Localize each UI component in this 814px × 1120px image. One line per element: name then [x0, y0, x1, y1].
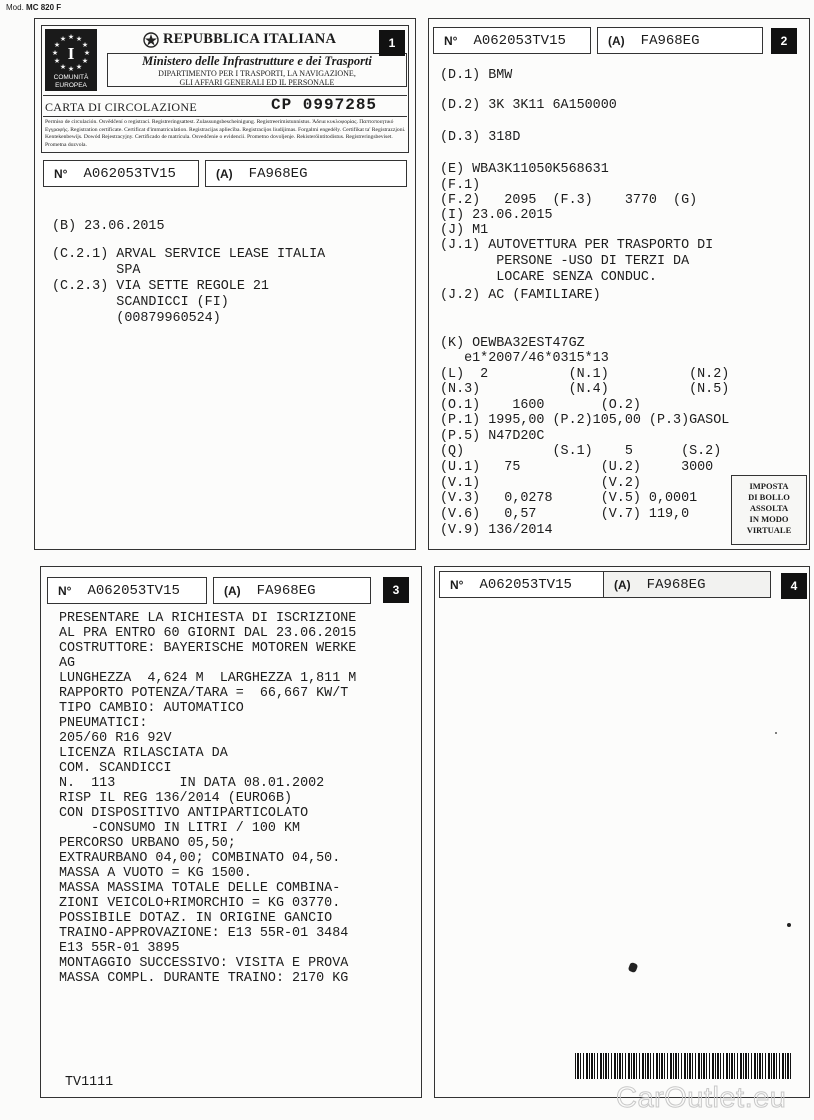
field-line: (P.1) 1995,00 (P.2)105,00 (P.3)GASOL: [440, 413, 730, 428]
note-line: TIPO CAMBIO: AUTOMATICO: [59, 701, 244, 716]
note-line: AG: [59, 656, 76, 671]
panel-1: [34, 18, 416, 550]
republic-title: REPUBBLICA ITALIANA: [163, 31, 337, 47]
plate-value: FA968EG: [248, 165, 308, 182]
ministry-name: Ministero delle Infrastrutture e dei Trasporti: [142, 54, 372, 68]
svg-text:★: ★: [67, 65, 75, 73]
field-line: (D.1) BMW: [440, 68, 513, 83]
watermark: CarOutlet.eu: [616, 1082, 787, 1114]
tax-stamp-line: DI BOLLO: [748, 492, 790, 502]
note-line: -CONSUMO IN LITRI / 100 KM: [59, 821, 301, 836]
field-line: (B) 23.06.2015: [52, 219, 165, 234]
field-line: (J) M1: [440, 223, 489, 238]
eu-label-2: EUROPEA: [55, 82, 87, 89]
plate-box: [603, 571, 771, 598]
field-line: e1*2007/46*0315*13: [440, 351, 609, 366]
ink-speck: [787, 923, 791, 927]
field-line: (V.6) 0,57 (V.7) 119,0: [440, 507, 690, 522]
field-line: (00879960524): [52, 311, 221, 326]
card-number: CP 0997285: [271, 96, 378, 114]
note-line: E13 55R-01 3895: [59, 941, 180, 956]
field-line: (V.3) 0,0278 (V.5) 0,0001: [440, 491, 698, 506]
note-line: N. 113 IN DATA 08.01.2002: [59, 776, 325, 791]
note-line: RISP IL REG 136/2014 (EURO6B): [59, 791, 293, 806]
note-line: POSSIBILE DOTAZ. IN ORIGINE GANCIO: [59, 911, 333, 926]
note-line: AL PRA ENTRO 60 GIORNI DAL 23.06.2015: [59, 626, 357, 641]
registration-number-value: A062053TV15: [479, 576, 572, 593]
field-line: LOCARE SENZA CONDUC.: [440, 270, 657, 285]
card-title: CARTA DI CIRCOLAZIONE: [45, 100, 197, 114]
field-line: (V.1) (V.2): [440, 476, 641, 491]
form-code-prefix: Mod.: [6, 3, 24, 12]
panel-3: [40, 566, 422, 1098]
plate-box: [597, 27, 763, 54]
field-line: (D.3) 318D: [440, 130, 521, 145]
registration-number-box: [47, 577, 207, 604]
field-line: (O.1) 1600 (O.2): [440, 398, 641, 413]
note-line: PRESENTARE LA RICHIESTA DI ISCRIZIONE: [59, 611, 357, 626]
registration-number-label: N°: [54, 166, 68, 181]
field-line: (L) 2 (N.1) (N.2): [440, 367, 730, 382]
eu-label-1: COMUNITÀ: [53, 74, 89, 81]
field-line: (Q) (S.1) 5 (S.2): [440, 444, 722, 459]
field-line: (E) WBA3K11050K568631: [440, 162, 609, 177]
field-line: (I) 23.06.2015: [440, 208, 553, 223]
ink-speck: [775, 732, 777, 734]
note-line: RAPPORTO POTENZA/TARA = 66,667 KW/T: [59, 686, 349, 701]
tax-stamp-line: IN MODO: [749, 514, 789, 524]
svg-text:★: ★: [53, 41, 61, 49]
eu-letter: I: [67, 44, 75, 63]
registration-number-label: N°: [444, 33, 458, 48]
note-line: MASSA COMPL. DURANTE TRAINO: 2170 KG: [59, 971, 349, 986]
tax-stamp-line: VIRTUALE: [746, 525, 792, 535]
form-code-value: MC 820 F: [26, 3, 62, 12]
panel-number-3: 3: [383, 577, 409, 603]
ministry-box: [107, 53, 407, 87]
note-line: CON DISPOSITIVO ANTIPARTICOLATO: [59, 806, 309, 821]
tax-stamp-box: [731, 475, 807, 545]
svg-text:★: ★: [51, 49, 59, 57]
field-line: (D.2) 3K 3K11 6A150000: [440, 98, 617, 113]
ink-speck: [628, 962, 639, 973]
panel-2: [428, 18, 810, 550]
note-line: PERCORSO URBANO 05,50;: [59, 836, 236, 851]
plate-label: (A): [224, 583, 241, 598]
field-line: (V.9) 136/2014: [440, 523, 553, 538]
registration-number-label: N°: [450, 577, 464, 592]
note-line: 205/60 R16 92V: [59, 731, 172, 746]
plate-value: FA968EG: [256, 582, 316, 599]
plate-value: FA968EG: [646, 576, 706, 593]
form-code: [6, 3, 61, 12]
note-line: ZIONI VEICOLO+RIMORCHIO = KG 03770.: [59, 896, 341, 911]
panel-number-2: 2: [771, 28, 797, 54]
plate-label: (A): [614, 577, 631, 592]
svg-text:★: ★: [83, 49, 91, 57]
registration-number-value: A062053TV15: [87, 582, 180, 599]
svg-text:★: ★: [75, 35, 83, 43]
field-line: PERSONE -USO DI TERZI DA: [440, 254, 690, 269]
department-line-1: DIPARTIMENTO PER I TRASPORTI, LA NAVIGAZIONE,: [158, 69, 356, 78]
registration-number-box: [439, 571, 605, 598]
svg-text:★: ★: [53, 57, 61, 65]
field-line: (J.2) AC (FAMILIARE): [440, 288, 601, 303]
note-line: TRAINO-APPROVAZIONE: E13 55R-01 3484: [59, 926, 349, 941]
note-line: MASSA MASSIMA TOTALE DELLE COMBINA-: [59, 881, 341, 896]
plate-label: (A): [216, 166, 233, 181]
registration-number-value: A062053TV15: [83, 165, 176, 182]
field-line: (K) OEWBA32EST47GZ: [440, 336, 585, 351]
svg-text:★: ★: [81, 41, 89, 49]
note-line: PNEUMATICI:: [59, 716, 148, 731]
plate-label: (A): [608, 33, 625, 48]
plate-box: [205, 160, 407, 187]
footer-code: TV1111: [65, 1075, 114, 1090]
registration-number-box: [433, 27, 591, 54]
department-line-2: GLI AFFARI GENERALI ED IL PERSONALE: [179, 78, 335, 87]
field-line: (F.2) 2095 (F.3) 3770 (G): [440, 193, 698, 208]
card-translations: Permiso de circulación. Osvědčení o registraci. Registreringsattest. Zulassungsbescheinigung. Registreerimistunnistus. Άδεια κυκλοφορίας. Παπτοποιητικό Εγγραφής. Registration certificate. Certificat d'immatriculation. Registracijas apliecība. Registracijos liudijimas. Forgalmi engedély. Certifikat ta' Registrazzjoni. Kentekenbewijs. Dowód Rejestracyjny. Certificado de matrícula. Osvedčenie o evidencii. Prometno dovoljenje. Rekisteröintitodistus. Registreringsbeviset. Prometna dozvola.: [45, 119, 406, 148]
panel-number-1: 1: [379, 30, 405, 56]
panel-4: [434, 566, 810, 1098]
field-line: (C.2.1) ARVAL SERVICE LEASE ITALIA: [52, 247, 326, 262]
field-line: (P.5) N47D20C: [440, 429, 545, 444]
field-line: (U.1) 75 (U.2) 3000: [440, 460, 714, 475]
plate-value: FA968EG: [640, 32, 700, 49]
field-line: (N.3) (N.4) (N.5): [440, 382, 730, 397]
registration-number-value: A062053TV15: [473, 32, 566, 49]
svg-text:★: ★: [75, 63, 83, 71]
field-line: SCANDICCI (FI): [52, 295, 229, 310]
svg-text:★: ★: [59, 35, 67, 43]
registration-number-box: [43, 160, 199, 187]
field-line: (F.1): [440, 178, 481, 193]
republic-emblem-icon: [143, 31, 159, 49]
panel-number-4: 4: [781, 573, 807, 599]
tax-stamp-line: ASSOLTA: [749, 503, 789, 513]
field-line: (C.2.3) VIA SETTE REGOLE 21: [52, 279, 269, 294]
registration-number-label: N°: [58, 583, 72, 598]
eu-flag: [45, 29, 97, 91]
note-line: COSTRUTTORE: BAYERISCHE MOTOREN WERKE: [59, 641, 357, 656]
barcode: [575, 1053, 791, 1079]
field-line: SPA: [52, 263, 141, 278]
field-line: (J.1) AUTOVETTURA PER TRASPORTO DI: [440, 238, 714, 253]
plate-box: [213, 577, 371, 604]
svg-text:★: ★: [67, 33, 75, 41]
note-line: LUNGHEZZA 4,624 M LARGHEZZA 1,811 M: [59, 671, 357, 686]
note-line: COM. SCANDICCI: [59, 761, 172, 776]
note-line: EXTRAURBANO 04,00; COMBINATO 04,50.: [59, 851, 341, 866]
svg-text:★: ★: [81, 57, 89, 65]
tax-stamp-line: IMPOSTA: [749, 481, 789, 491]
note-line: LICENZA RILASCIATA DA: [59, 746, 228, 761]
svg-text:★: ★: [59, 63, 67, 71]
note-line: MASSA A VUOTO = KG 1500.: [59, 866, 252, 881]
note-line: MONTAGGIO SUCCESSIVO: VISITA E PROVA: [59, 956, 349, 971]
